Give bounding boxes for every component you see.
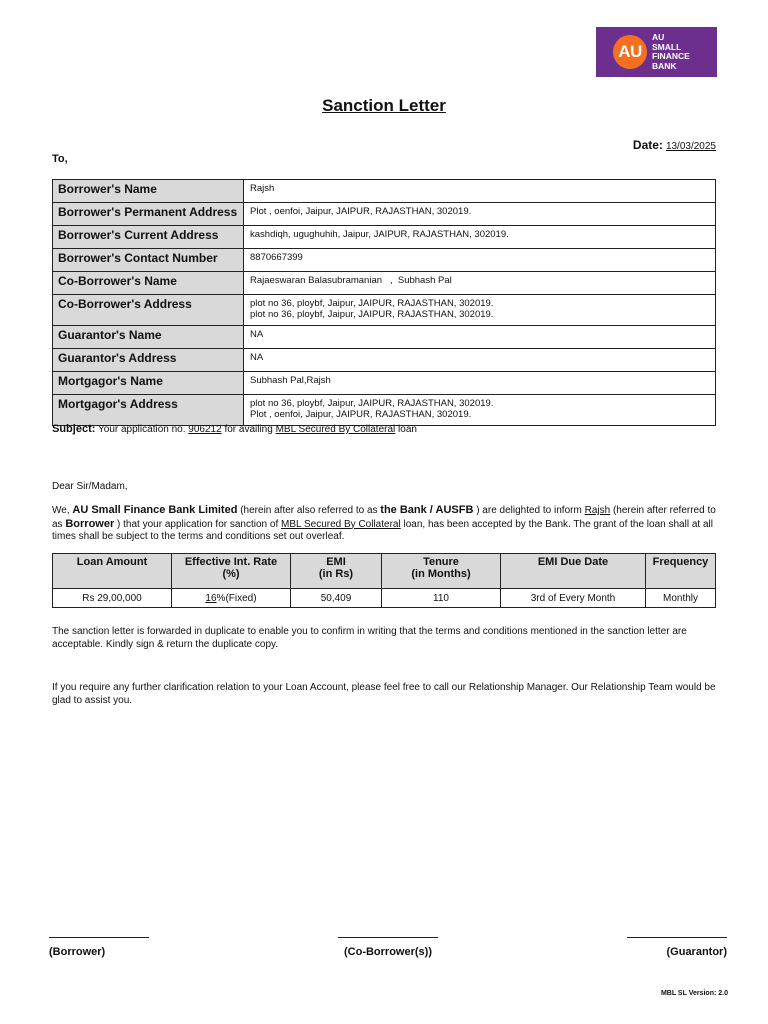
row-value: Rajaeswaran Balasubramanian , Subhash Pal <box>244 272 716 295</box>
borrower-signature-label: (Borrower) <box>49 946 106 958</box>
addressee-to: To, <box>52 153 68 165</box>
row-label: Borrower's Name <box>53 180 244 203</box>
row-label: Borrower's Permanent Address <box>53 203 244 226</box>
table-row <box>53 372 716 395</box>
col-header: Tenure (in Months) <box>382 554 501 589</box>
date-value: 13/03/2025 <box>665 141 716 152</box>
frequency-cell: Monthly <box>646 589 716 608</box>
salutation: Dear Sir/Madam, <box>52 481 128 492</box>
row-value: plot no 36, ploybf, Jaipur, JAIPUR, RAJASTHAN, 302019. Plot , oenfoi, Jaipur, JAIPUR, RAJASTHAN, 302019. <box>244 395 716 426</box>
letter-date <box>633 138 716 152</box>
loan-amount-cell: Rs 29,00,000 <box>53 589 172 608</box>
col-header: Loan Amount <box>53 554 172 589</box>
col-header: Frequency <box>646 554 716 589</box>
logo-text: AU SMALL FINANCE BANK <box>652 32 690 71</box>
intro-paragraph: We, AU Small Finance Bank Limited (herein after also referred to as the Bank / AUSFB ) are delighted to inform Rajsh (herein after referred to as Borrower ) that your application for sanction of MBL Secured By Collateral loan, has been accepted by the Bank. The grant of the loan shall at all times shall be subject to the terms and conditions set out overleaf. <box>52 504 716 542</box>
coborrower-signature-line <box>338 937 438 938</box>
interest-rate-cell: 16%(Fixed) <box>172 589 291 608</box>
row-label: Borrower's Contact Number <box>53 249 244 272</box>
clarification-paragraph: If you require any further clarification relation to your Loan Account, please feel free to call our Relationship Manager. Our Relationship Team would be glad to assist you. <box>52 682 716 706</box>
emi-due-date-cell: 3rd of Every Month <box>501 589 646 608</box>
row-value: 8870667399 <box>244 249 716 272</box>
application-number: 906212 <box>188 424 222 435</box>
row-label: Mortgagor's Address <box>53 395 244 426</box>
borrower-signature-line <box>49 937 149 938</box>
version-label: MBL SL Version: 2.0 <box>660 990 728 997</box>
bank-name: AU Small Finance Bank Limited <box>72 504 238 516</box>
guarantor-signature-line <box>627 937 727 938</box>
row-value: Plot , oenfoi, Jaipur, JAIPUR, RAJASTHAN, 302019. <box>244 203 716 226</box>
borrower-name-inline: Rajsh <box>584 505 611 516</box>
table-row <box>53 395 716 426</box>
au-logo-mark: AU <box>613 35 647 69</box>
coborrower-signature-label: (Co-Borrower(s)) <box>344 946 432 958</box>
row-label: Guarantor's Address <box>53 349 244 372</box>
borrower-info-table <box>52 179 716 426</box>
table-row <box>53 203 716 226</box>
table-row <box>53 589 716 608</box>
row-value: Rajsh <box>244 180 716 203</box>
row-label: Borrower's Current Address <box>53 226 244 249</box>
subject-line: Subject: Your application no. 906212 for availing MBL Secured By Collateral loan <box>52 423 417 435</box>
row-label: Co-Borrower's Name <box>53 272 244 295</box>
row-label: Co-Borrower's Address <box>53 295 244 326</box>
table-row <box>53 272 716 295</box>
col-header: EMI Due Date <box>501 554 646 589</box>
col-header: Effective Int. Rate (%) <box>172 554 291 589</box>
row-value: NA <box>244 349 716 372</box>
row-label: Guarantor's Name <box>53 326 244 349</box>
table-row <box>53 326 716 349</box>
tenure-cell: 110 <box>382 589 501 608</box>
row-value: kashdiqh, ugughuhih, Jaipur, JAIPUR, RAJASTHAN, 302019. <box>244 226 716 249</box>
table-header-row <box>53 554 716 589</box>
row-value: plot no 36, ploybf, Jaipur, JAIPUR, RAJASTHAN, 302019. plot no 36, ploybf, Jaipur, JAIPUR, RAJASTHAN, 302019. <box>244 295 716 326</box>
bank-logo <box>596 27 717 77</box>
product-name: MBL Secured By Collateral <box>275 424 396 435</box>
loan-details-table <box>52 553 716 608</box>
col-header: EMI (in Rs) <box>291 554 382 589</box>
guarantor-signature-label: (Guarantor) <box>666 946 727 958</box>
row-value: NA <box>244 326 716 349</box>
row-label: Mortgagor's Name <box>53 372 244 395</box>
subject-label: Subject: <box>52 423 96 435</box>
duplicate-paragraph: The sanction letter is forwarded in duplicate to enable you to confirm in writing that the terms and conditions mentioned in the sanction letter are acceptable. Kindly sign & return the duplicate copy. <box>52 626 687 650</box>
date-label: Date: <box>632 138 663 152</box>
emi-cell: 50,409 <box>291 589 382 608</box>
table-row <box>53 180 716 203</box>
row-value: Subhash Pal,Rajsh <box>244 372 716 395</box>
table-row <box>53 249 716 272</box>
table-row <box>53 349 716 372</box>
table-row <box>53 226 716 249</box>
page-title: Sanction Letter <box>322 96 446 115</box>
table-row <box>53 295 716 326</box>
